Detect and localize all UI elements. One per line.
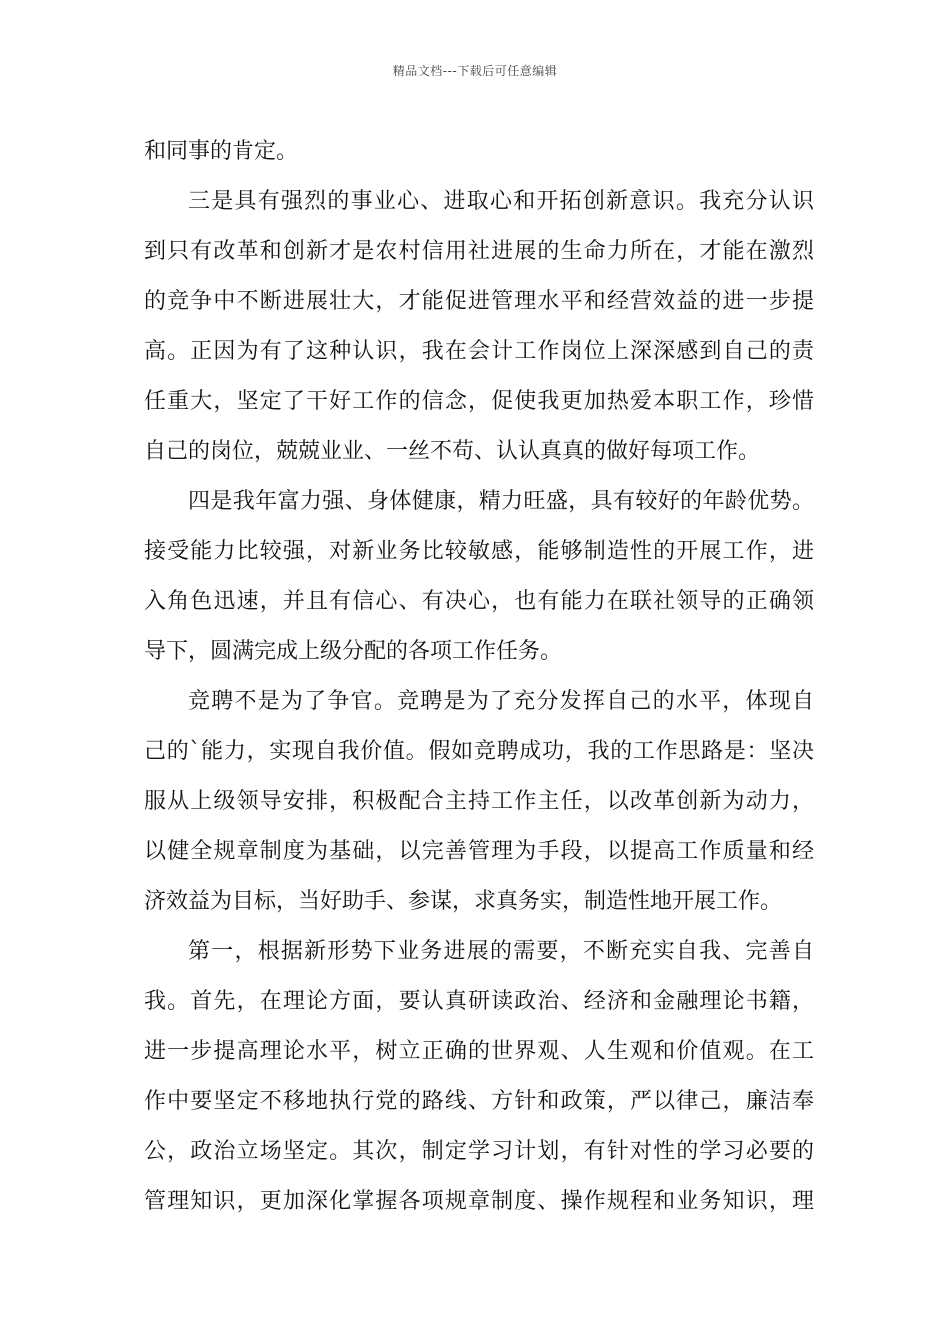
page-header: 精品文档---下载后可任意编辑 — [392, 64, 558, 78]
text-line: 公，政治立场坚定。其次，制定学习计划，有针对性的学习必要的 — [144, 1139, 814, 1164]
paragraph-start-line: 三是具有强烈的事业心、进取心和开拓创新意识。我充分认识 — [188, 189, 814, 214]
text-line: 入角色迅速，并且有信心、有决心，也有能力在联社领导的正确领 — [144, 589, 814, 614]
text-line: 进一步提高理论水平，树立正确的世界观、人生观和价值观。在工 — [144, 1039, 814, 1064]
text-line: 作中要坚定不移地执行党的路线、方针和政策，严以律己，廉洁奉 — [144, 1089, 814, 1114]
text-line: 到只有改革和创新才是农村信用社进展的生命力所在，才能在激烈 — [144, 239, 814, 264]
paragraph-start-line: 竞聘不是为了争官。竞聘是为了充分发挥自己的水平，体现自 — [188, 689, 814, 714]
text-line: 和同事的肯定。 — [144, 139, 299, 164]
text-line: 己的`能力，实现自我价值。假如竞聘成功，我的工作思路是：坚决 — [144, 739, 814, 764]
text-line: 以健全规章制度为基础，以完善管理为手段，以提高工作质量和经 — [144, 839, 814, 864]
text-line: 我。首先，在理论方面，要认真研读政治、经济和金融理论书籍， — [144, 989, 814, 1014]
paragraph-start-line: 第一，根据新形势下业务进展的需要，不断充实自我、完善自 — [188, 939, 814, 964]
text-line: 管理知识，更加深化掌握各项规章制度、操作规程和业务知识，理 — [144, 1189, 814, 1214]
text-line: 服从上级领导安排，积极配合主持工作主任，以改革创新为动力， — [144, 789, 814, 814]
text-line: 导下，圆满完成上级分配的各项工作任务。 — [144, 639, 563, 664]
text-line: 自己的岗位，兢兢业业、一丝不苟、认认真真的做好每项工作。 — [144, 439, 761, 464]
text-line: 济效益为目标，当好助手、参谋，求真务实，制造性地开展工作。 — [144, 889, 783, 914]
paragraph-start-line: 四是我年富力强、身体健康，精力旺盛，具有较好的年龄优势。 — [188, 489, 814, 514]
text-line: 的竞争中不断进展壮大，才能促进管理水平和经营效益的进一步提 — [144, 289, 814, 314]
text-line: 高。正因为有了这种认识，我在会计工作岗位上深深感到自己的责 — [144, 339, 814, 364]
text-line: 任重大，坚定了干好工作的信念，促使我更加热爱本职工作，珍惜 — [144, 389, 814, 414]
body-text — [144, 127, 814, 1227]
text-line: 接受能力比较强，对新业务比较敏感，能够制造性的开展工作，进 — [144, 539, 814, 564]
